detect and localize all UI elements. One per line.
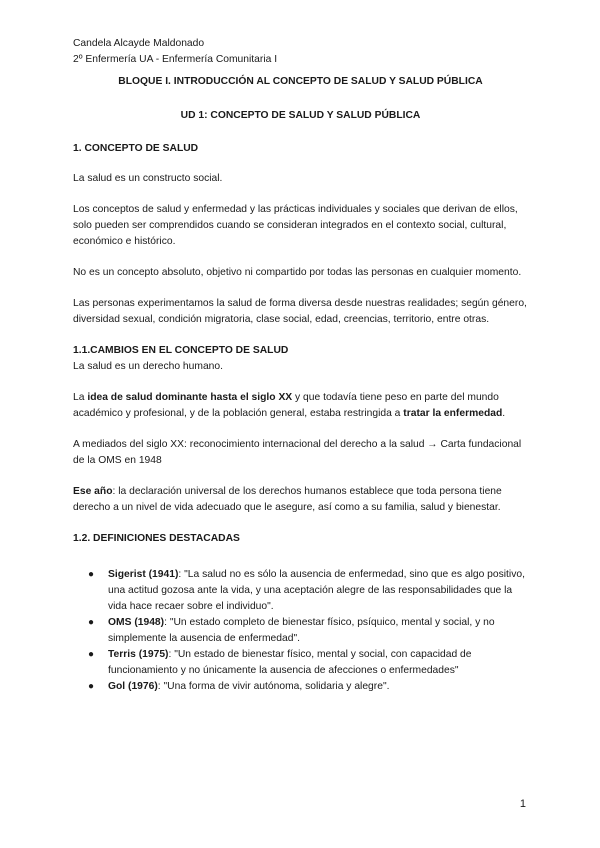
emphasis: Ese año xyxy=(73,486,113,497)
emphasis: idea de salud dominante hasta el siglo XX xyxy=(87,392,293,403)
list-item xyxy=(73,647,528,679)
paragraph xyxy=(73,390,528,422)
section-1-heading: 1. CONCEPTO DE SALUD xyxy=(73,143,199,154)
definition-text: : "Un estado de bienestar físico, mental y social, con capacidad de funcionamiento y no únicamente la ausencia de afecciones o enfermedades" xyxy=(108,649,472,676)
paragraph: A mediados del siglo XX: reconocimiento internacional del derecho a la salud → Carta fundacional de la OMS en 1948 xyxy=(73,439,522,466)
paragraph: Las personas experimentamos la salud de forma diversa desde nuestras realidades; según género, diversidad sexual, condición migratoria, clase social, edad, creencias, territorio, entre otras. xyxy=(73,298,527,325)
section-1-1-heading: 1.1.CAMBIOS EN EL CONCEPTO DE SALUD xyxy=(73,345,289,356)
definition-author: Terris (1975) xyxy=(108,649,169,660)
definition-author: Gol (1976) xyxy=(108,681,158,692)
text-run: . xyxy=(502,408,506,419)
author-name: Candela Alcayde Maldonado xyxy=(73,38,205,49)
course-name: 2º Enfermería UA - Enfermería Comunitaria I xyxy=(73,54,278,65)
paragraph: La salud es un constructo social. xyxy=(73,173,223,184)
bullet-icon: ● xyxy=(88,617,95,628)
paragraph: No es un concepto absoluto, objetivo ni compartido por todas las personas en cualquier momento. xyxy=(73,267,522,278)
bullet-icon: ● xyxy=(88,649,95,660)
text-run: La xyxy=(73,392,88,403)
bullet-icon: ● xyxy=(88,569,95,580)
unit-title: UD 1: CONCEPTO DE SALUD Y SALUD PÚBLICA xyxy=(180,110,421,121)
definition-author: OMS (1948) xyxy=(108,617,165,628)
text-run: : la declaración universal de los derechos humanos establece que toda persona tiene derecho a un nivel de vida adecuado que le asegure, así como a su familia, salud y bienestar. xyxy=(73,486,502,513)
list-item xyxy=(73,679,528,695)
bullet-icon: ● xyxy=(88,681,95,692)
definition-text: : "Un estado completo de bienestar físico, psíquico, mental y social, y no simplemente la ausencia de enfermedad". xyxy=(108,617,495,644)
section-1-2-heading: 1.2. DEFINICIONES DESTACADAS xyxy=(73,533,240,544)
definition-text: : "Una forma de vivir autónoma, solidaria y alegre". xyxy=(157,681,390,692)
definitions-list xyxy=(73,567,528,695)
paragraph xyxy=(73,484,528,516)
paragraph: La salud es un derecho humano. xyxy=(73,361,223,372)
paragraph: Los conceptos de salud y enfermedad y las prácticas individuales y sociales que derivan de ellos, solo pueden ser comprendidos cuando se consideran integrados en el contexto social, cultural, económico e histórico. xyxy=(73,204,518,247)
definition-text: : "La salud no es sólo la ausencia de enfermedad, sino que es algo positivo, una actitud gozosa ante la vida, y una aceptación alegre de las responsabilidades que la vida hace recaer sobre el individuo". xyxy=(108,569,525,612)
document-page xyxy=(73,36,528,695)
text-run: y que todavía tiene peso en parte del mundo académico y profesional, y de la población general, estaba restringida a xyxy=(73,392,499,419)
block-title: BLOQUE I. INTRODUCCIÓN AL CONCEPTO DE SALUD Y SALUD PÚBLICA xyxy=(118,76,483,87)
list-item xyxy=(73,615,528,647)
list-item xyxy=(73,567,528,615)
page-number: 1 xyxy=(519,798,526,810)
emphasis: tratar la enfermedad xyxy=(403,408,503,419)
definition-author: Sigerist (1941) xyxy=(108,569,179,580)
